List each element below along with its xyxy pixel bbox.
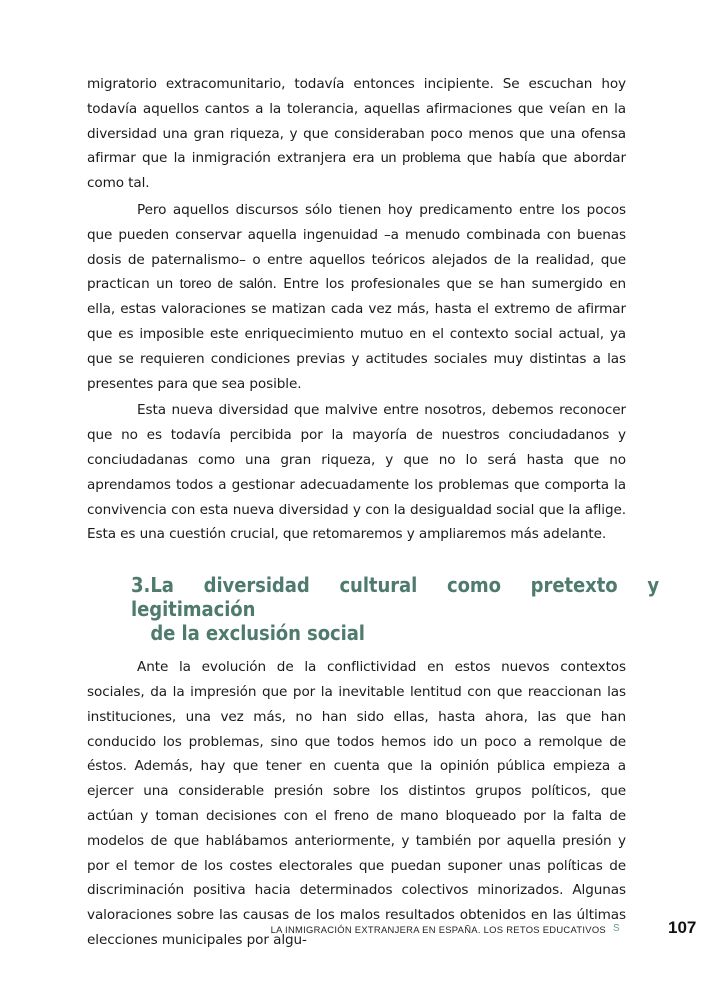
section-paragraph: Ante la evolución de la conflictividad en estos nuevos contextos sociales, da la impresión que por la inevitable lentitud con que reaccionan las instituciones, una vez más, no han sido ellas, hasta ahora, las que han conducido los problemas, sino que todos hemos ido un poco a remolque de éstos. Además, hay que tener en cuenta que la opinión pública empieza a ejercer una considerable presión sobre los distintos grupos políticos, que actúan y toman decisiones con el freno de mano bloqueado por la falta de modelos de que hablábamos anteriormente, y también por aquella presión y por el temor de los costes electorales que puedan suponer unas políticas de discriminación positiva hacia determinados colectivos minorizados. Algunas valoraciones sobre las causas de los malos resultados obtenidos en las últimas elecciones municipales por algu- xyxy=(87,659,626,948)
section-number: 3. xyxy=(131,573,151,598)
running-footer-title: LA INMIGRACIÓN EXTRANJERA EN ESPAÑA. LOS RETOS EDUCATIVOS xyxy=(270,924,606,935)
paragraph-3: Esta nueva diversidad que malvive entre nosotros, debemos reconocer que no es todavía percibida por la mayoría de nuestros conciudadanos y conciudadanas como una gran riqueza, y que no lo será hasta que no aprendamos todos a gestionar adecuadamente los problemas que comporta la convivencia con esta nueva diversidad y con la desigualdad social que la aflige. Esta es una cuestión crucial, que retomaremos y ampliaremos más adelante. xyxy=(87,402,626,543)
paragraph-2: Pero aquellos discursos sólo tienen hoy predicamento entre los pocos que pueden conservar aquella ingenuidad –a menudo combinada con buenas dosis de paternalismo– o entre aquellos teóricos alejados de la realidad, que practican un toreo de salón. Entre los profesionales que se han sumergido en ella, estas valoraciones se matizan cada vez más, hasta el extremo de afirmar que es imposible este enriquecimiento mutuo en el contexto social actual, ya que se requieren condiciones previas y actitudes sociales muy distintas a las presentes para que sea posible. xyxy=(87,201,626,392)
emphasis-toreo-de-salon: toreo de salón xyxy=(179,276,273,293)
paragraph-1: migratorio extracomunitario, todavía entonces incipiente. Se escuchan hoy todavía aquellos cantos a la tolerancia, aquellas afirmaciones que veían en la diversidad una gran riqueza, y que consideraban poco menos que una ofensa afirmar que la inmigración extranjera era un problema que había que abordar como tal. xyxy=(87,76,626,192)
section-title-line-1: La diversidad cultural como pretexto y legitimación xyxy=(131,573,660,622)
page-footer xyxy=(0,918,728,940)
page-number: 107 xyxy=(668,918,697,937)
section-title-line-2: de la exclusión social xyxy=(150,621,365,646)
footer-mark: S xyxy=(613,923,620,934)
emphasis-un-problema: un problema xyxy=(380,150,461,167)
section-heading xyxy=(87,573,659,645)
body-text xyxy=(87,72,660,953)
